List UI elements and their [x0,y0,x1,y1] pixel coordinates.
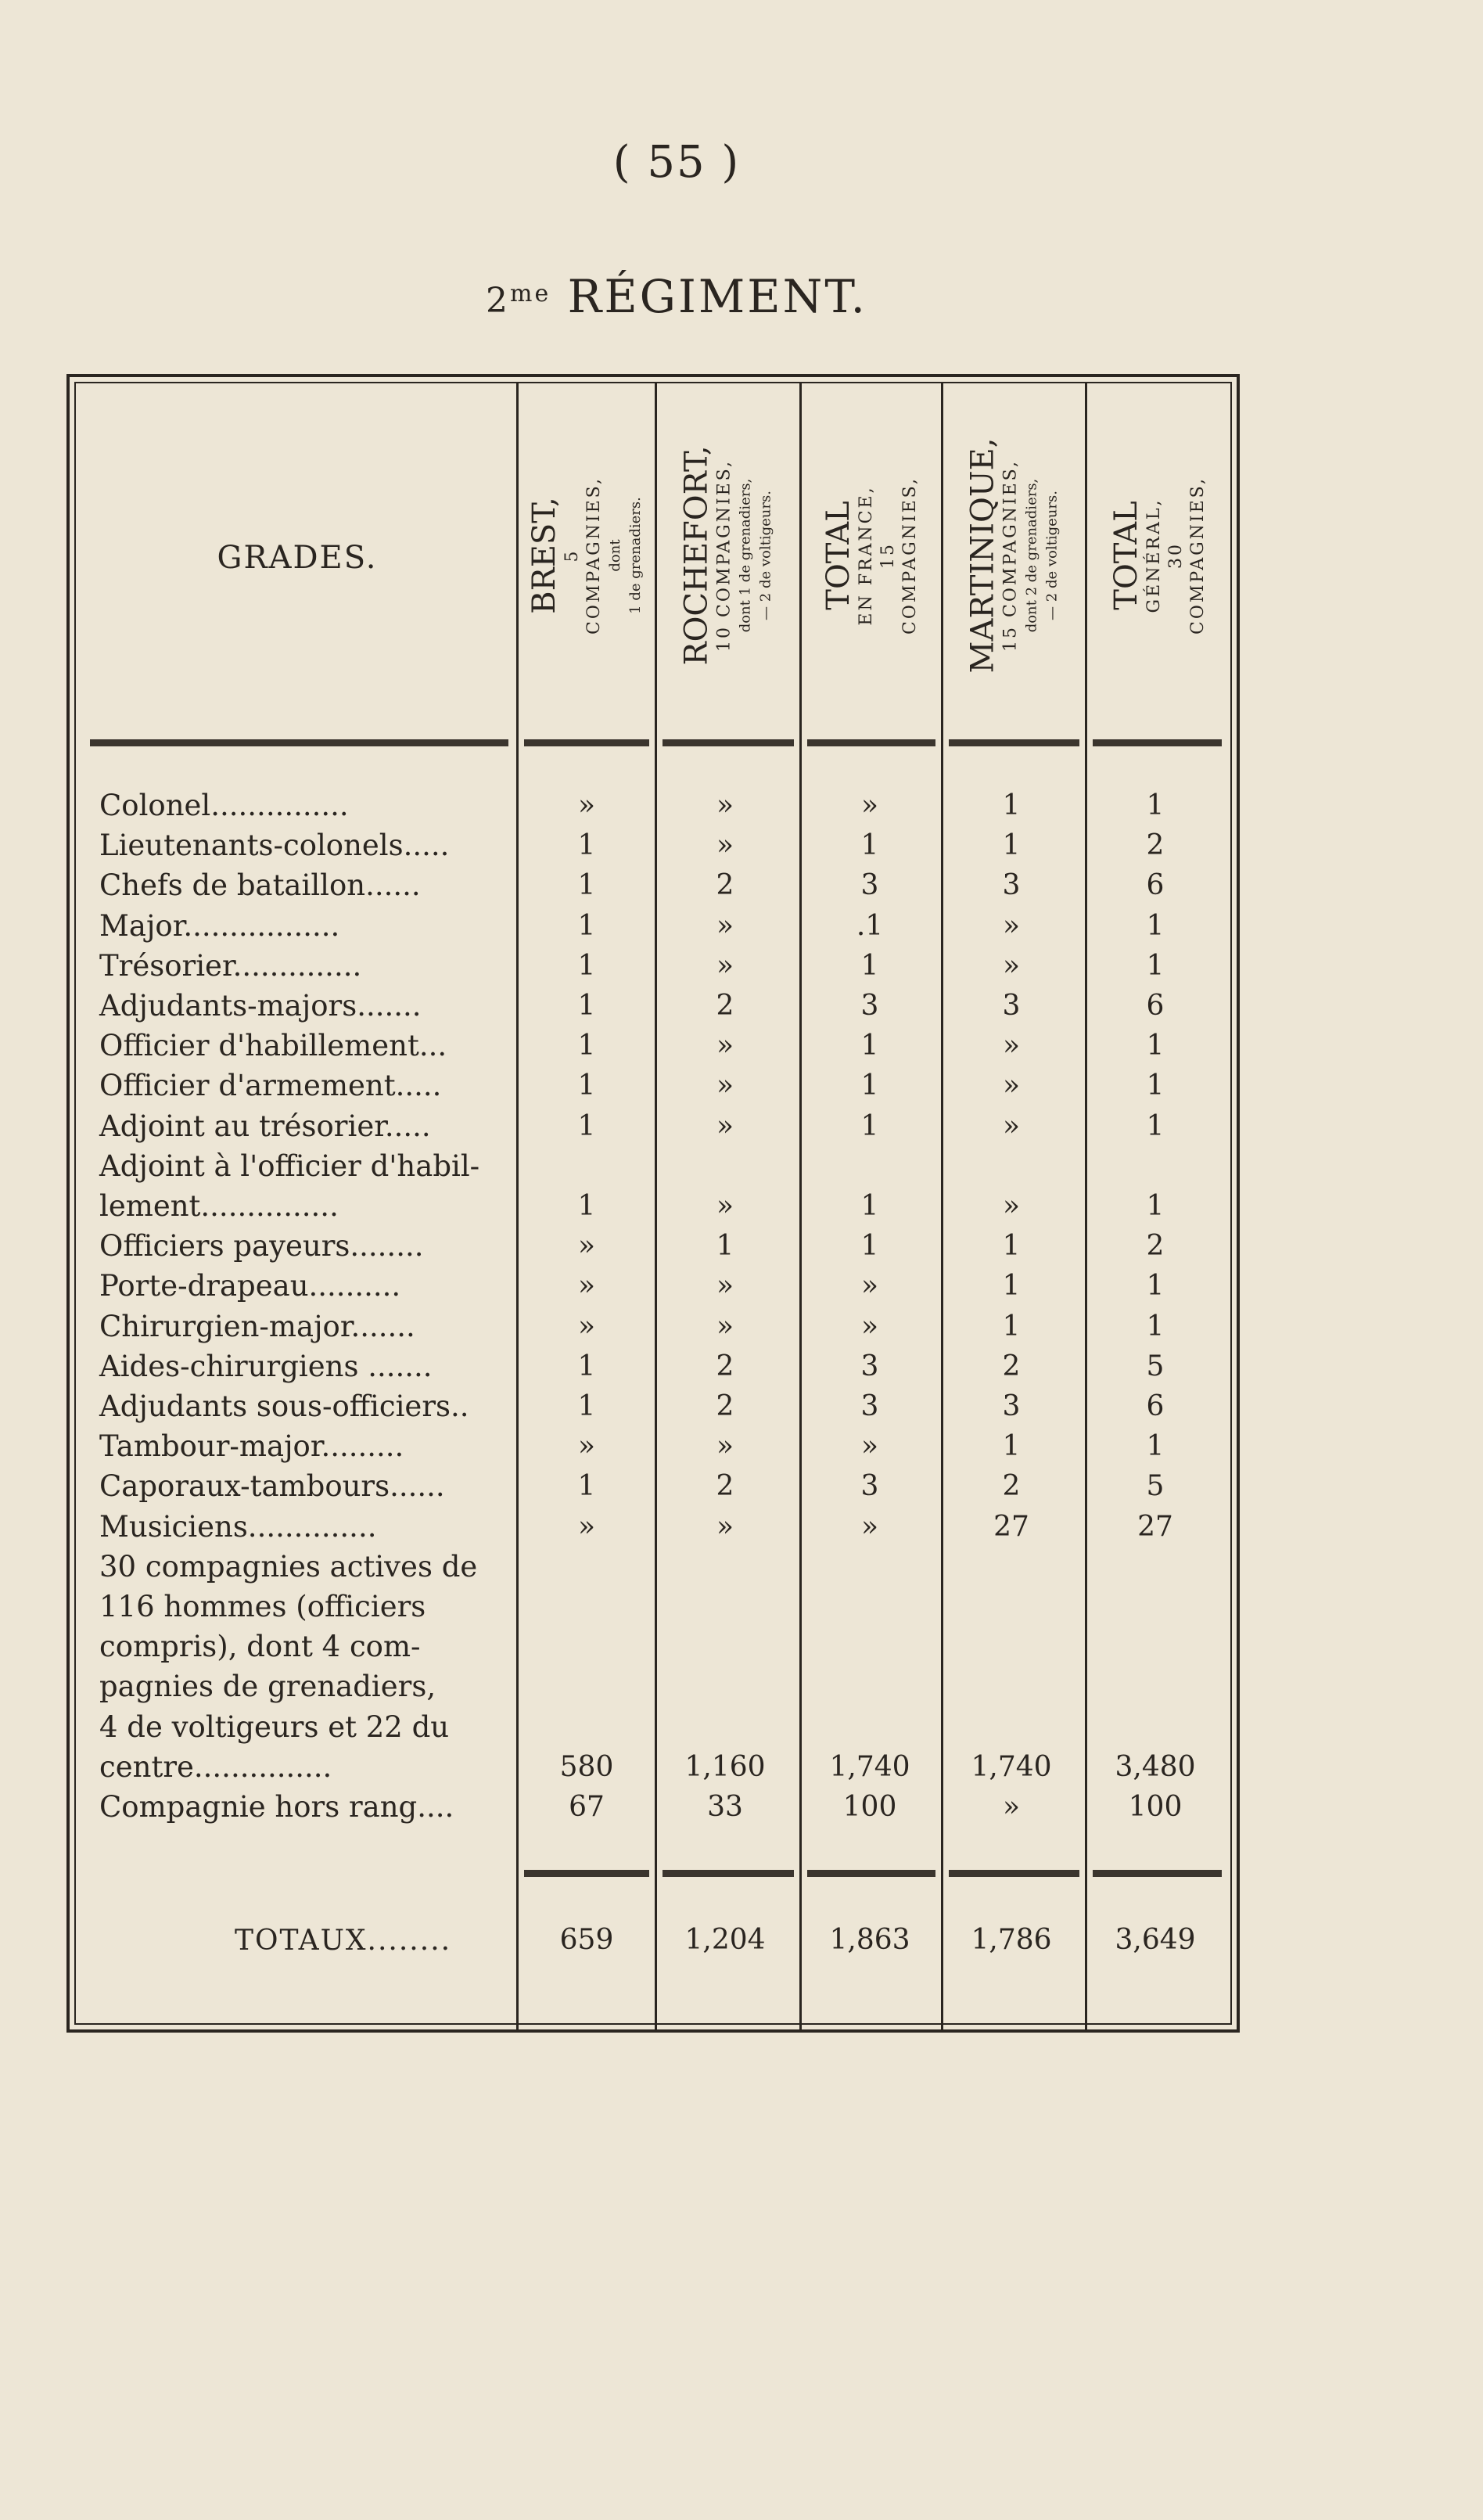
cell-rochefort: 2 [716,990,734,1022]
cell-total-general: 1 [1146,1030,1165,1062]
cell-total-general: 1 [1146,1310,1165,1343]
cell-martinique: 2 [1002,1350,1021,1382]
cell-total-france: 3 [860,990,879,1022]
row-label: Musiciens.............. [99,1510,377,1544]
cell-rochefort: » [716,829,734,861]
cell-rochefort: » [716,1069,734,1102]
row-label: compris), dont 4 com- [99,1630,421,1663]
cell-total-france: 3 [860,1390,879,1422]
cell-total-general: 3,480 [1115,1751,1196,1783]
header-rule [807,739,935,746]
totals-rule [949,1870,1079,1877]
row-label: Officier d'armement..... [99,1069,442,1102]
column-note: — 2 de voltigeurs. [1043,491,1061,620]
column-separator [655,383,657,2030]
column-subtitle: 15 COMPAGNIES, [878,476,921,634]
cell-total-general: 1 [1146,1430,1165,1462]
row-label: Trésorier.............. [99,949,362,983]
cell-total-general: 1 [1146,950,1165,982]
cell-rochefort: » [716,1430,734,1462]
row-label: Chirurgien-major....... [99,1310,415,1343]
row-label: Aides-chirurgiens ....... [99,1350,433,1383]
cell-martinique: 1 [1002,1310,1021,1343]
row-label: Adjoint au trésorier..... [99,1109,431,1143]
cell-martinique: 27 [993,1511,1029,1543]
cell-brest: » [577,1230,596,1262]
cell-martinique: » [1002,1110,1021,1142]
cell-brest: 67 [569,1791,605,1823]
header-rule [1093,739,1222,746]
cell-rochefort: » [716,789,734,821]
row-label: Adjudants-majors....... [99,989,422,1023]
header-rule [949,739,1079,746]
cell-rochefort: 1,160 [684,1751,766,1783]
cell-martinique: » [1002,1791,1021,1823]
cell-rochefort: » [716,1270,734,1302]
cell-total-general: 6 [1146,990,1165,1022]
column-note: dont 2 de grenadiers, [1023,478,1040,633]
column-title: ROCHEFORT, [679,445,716,666]
header-rule [663,739,794,746]
cell-total-general: 1 [1146,789,1165,821]
cell-rochefort: » [716,1190,734,1222]
column-header-rochefort [659,383,798,728]
cell-total-france: » [860,1310,879,1343]
cell-rochefort: 2 [716,1390,734,1422]
totals-label: TOTAUX........ [235,1925,452,1957]
row-label: Major................. [99,909,340,943]
totals-rule [807,1870,935,1877]
row-label: Officier d'habillement... [99,1029,447,1062]
column-subtitle: GÉNÉRAL, [1144,498,1165,613]
row-label: lement............... [99,1189,339,1223]
column-note: — 2 de voltigeurs. [758,491,775,620]
cell-total-general: 6 [1146,1390,1165,1422]
column-subtitle: 15 COMPAGNIES, [1000,459,1021,652]
cell-martinique: 1 [1002,1430,1021,1462]
cell-martinique: 1 [1002,789,1021,821]
cell-martinique: 3 [1002,1390,1021,1422]
column-subtitle: 30 COMPAGNIES, [1166,476,1208,634]
cell-total-general: 100 [1128,1791,1183,1823]
cell-rochefort: » [716,1511,734,1543]
column-subtitle: 5 COMPAGNIES, [562,476,605,634]
cell-total-general: 5 [1146,1470,1165,1502]
column-note: dont [607,539,624,572]
page-title [0,270,1353,323]
column-header-brest [520,383,653,728]
cell-total-france: » [860,1430,879,1462]
cell-total-france: 1,740 [829,1751,910,1783]
grades-header: GRADES. [217,540,378,576]
cell-rochefort: » [716,950,734,982]
cell-martinique: » [1002,1069,1021,1102]
row-label: Adjudants sous-officiers.. [99,1389,469,1423]
cell-martinique: 1 [1002,1230,1021,1262]
cell-brest: » [577,1310,596,1343]
total-martinique: 1,786 [971,1924,1052,1956]
cell-brest: » [577,1430,596,1462]
row-label: Colonel............... [99,789,349,822]
cell-rochefort: 2 [716,1470,734,1502]
cell-total-france: 1 [860,1230,879,1262]
cell-martinique: » [1002,1190,1021,1222]
row-label: 30 compagnies actives de [99,1550,478,1584]
row-label: Compagnie hors rang.... [99,1790,454,1824]
cell-total-france: 3 [860,1470,879,1502]
cell-total-france: 1 [860,1110,879,1142]
cell-total-france: 1 [860,950,879,982]
column-title: TOTAL [1108,501,1145,610]
cell-total-general: 1 [1146,910,1165,942]
column-subtitle: EN FRANCE, [856,485,877,626]
row-label: Lieutenants-colonels..... [99,829,450,862]
cell-total-france: 100 [842,1791,897,1823]
cell-total-general: 27 [1137,1511,1173,1543]
cell-total-general: 1 [1146,1110,1165,1142]
column-separator [516,383,519,2030]
cell-brest: 1 [577,1069,596,1102]
cell-brest: » [577,789,596,821]
totals-rule [524,1870,649,1877]
column-subtitle: 10 COMPAGNIES, [715,459,735,652]
column-separator [799,383,802,2030]
column-title: TOTAL [820,501,857,610]
cell-martinique: » [1002,1030,1021,1062]
title-text: RÉGIMENT. [567,270,867,323]
cell-total-france: » [860,789,879,821]
cell-total-france: » [860,1270,879,1302]
cell-martinique: 1,740 [971,1751,1052,1783]
cell-brest: 1 [577,1350,596,1382]
row-label: Tambour-major......... [99,1429,404,1463]
cell-brest: 1 [577,829,596,861]
cell-brest: 1 [577,950,596,982]
column-note: 1 de grenadiers. [627,497,645,614]
cell-total-general: 2 [1146,1230,1165,1262]
row-label: Officiers payeurs........ [99,1229,424,1263]
cell-total-general: 5 [1146,1350,1165,1382]
cell-martinique: » [1002,950,1021,982]
cell-martinique: » [1002,910,1021,942]
cell-brest: 1 [577,1470,596,1502]
column-separator [941,383,943,2030]
cell-total-general: 2 [1146,829,1165,861]
cell-total-france: » [860,1511,879,1543]
title-number: 2 [486,281,511,321]
cell-rochefort: » [716,1030,734,1062]
row-label: Adjoint à l'officier d'habil- [99,1149,480,1183]
cell-rochefort: 1 [716,1230,734,1262]
cell-rochefort: » [716,1110,734,1142]
cell-total-general: 6 [1146,869,1165,901]
cell-brest: » [577,1270,596,1302]
row-label: 116 hommes (officiers [99,1590,426,1623]
totals-rule [663,1870,794,1877]
cell-rochefort: 2 [716,869,734,901]
column-separator [1085,383,1087,2030]
cell-martinique: 2 [1002,1470,1021,1502]
cell-total-france: 3 [860,1350,879,1382]
header-rule [524,739,649,746]
cell-brest: 580 [559,1751,614,1783]
cell-brest: 1 [577,1190,596,1222]
total-rochefort: 1,204 [684,1924,766,1956]
page-number: ( 55 ) [612,137,741,188]
row-label: centre............... [99,1750,332,1784]
cell-total-france: .1 [856,910,884,942]
total-brest: 659 [559,1924,614,1956]
cell-brest: 1 [577,1390,596,1422]
column-note: dont 1 de grenadiers, [738,478,755,633]
cell-martinique: 1 [1002,1270,1021,1302]
cell-total-france: 1 [860,1190,879,1222]
cell-total-france: 1 [860,1030,879,1062]
title-suffix: me [510,280,551,307]
row-label: 4 de voltigeurs et 22 du [99,1710,450,1744]
cell-martinique: 3 [1002,990,1021,1022]
cell-total-general: 1 [1146,1270,1165,1302]
cell-rochefort: » [716,910,734,942]
column-header-total-france [803,383,939,728]
cell-brest: 1 [577,990,596,1022]
column-header-total-general [1089,383,1230,728]
column-title: MARTINIQUE, [964,437,1001,674]
cell-total-general: 1 [1146,1069,1165,1102]
cell-rochefort: 2 [716,1350,734,1382]
column-title: BREST, [526,497,563,614]
cell-brest: 1 [577,869,596,901]
cell-total-france: 1 [860,829,879,861]
total-general: 3,649 [1115,1924,1196,1956]
header-rule [90,739,508,746]
cell-total-france: 3 [860,869,879,901]
cell-rochefort: » [716,1310,734,1343]
cell-total-france: 1 [860,1069,879,1102]
cell-brest: » [577,1511,596,1543]
cell-martinique: 1 [1002,829,1021,861]
cell-martinique: 3 [1002,869,1021,901]
total-france: 1,863 [829,1924,910,1956]
row-label: Porte-drapeau.......... [99,1269,401,1303]
cell-total-general: 1 [1146,1190,1165,1222]
cell-brest: 1 [577,1030,596,1062]
column-header-martinique [945,383,1083,728]
cell-brest: 1 [577,1110,596,1142]
cell-rochefort: 33 [707,1791,743,1823]
row-label: Chefs de bataillon...... [99,868,421,902]
cell-brest: 1 [577,910,596,942]
row-label: Caporaux-tambours...... [99,1469,445,1503]
row-label: pagnies de grenadiers, [99,1670,436,1703]
totals-rule [1093,1870,1222,1877]
